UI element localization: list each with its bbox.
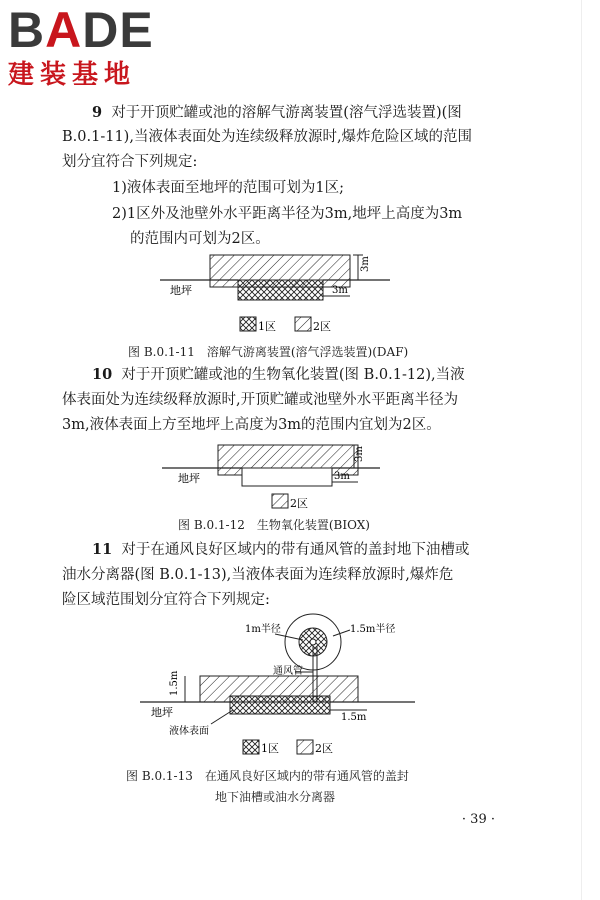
section-9-item-2-line-1: 2)1区外及池壁外水平距离半径为3m,地坪上高度为3m (112, 206, 463, 222)
figure-13-caption-line-2: 地下油槽或油水分离器 (215, 790, 336, 804)
fig13-width-label: 1.5m (341, 712, 367, 723)
fig12-ground-label: 地坪 (178, 472, 200, 485)
section-10-line-1 (92, 362, 512, 388)
fig11-width-label: 3m (332, 285, 348, 296)
logo-letter-b: B (8, 2, 46, 58)
fig12-legend-zone2-swatch (272, 494, 288, 508)
fig11-zone1-area (238, 280, 323, 300)
page-number: · 39 · (461, 812, 495, 827)
fig13-height-label: 1.5m (169, 670, 180, 696)
section-11-line-3: 险区域范围划分宜符合下列规定: (62, 592, 270, 608)
fig13-legend-zone2-label: 2区 (315, 742, 333, 755)
logo-letter-a: A (45, 2, 83, 58)
section-11-number: 11 (92, 541, 113, 558)
section-9-line-1 (92, 100, 512, 126)
fig12-width-label: 3m (334, 471, 350, 482)
section-11-text-1: 对于在通风良好区域内的带有通风管的盖封地下油槽或 (121, 542, 470, 558)
page-edge (581, 0, 582, 900)
section-9-text-1: 对于开顶贮罐或池的溶解气游离装置(溶气浮选装置)(图 (111, 105, 462, 121)
section-9-item-1: 1)液体表面至地坪的范围可划为1区; (112, 180, 344, 196)
figure-12-diagram (150, 440, 390, 515)
section-9-item-2-line-2: 的范围内可划为2区。 (130, 231, 270, 247)
logo-letters-de: DE (82, 2, 154, 58)
fig11-legend-zone1-label: 1区 (258, 320, 276, 333)
fig13-vent-label: 通风管 (273, 666, 303, 677)
fig13-ground-label: 地坪 (151, 706, 173, 719)
fig11-legend-zone2-swatch (295, 317, 311, 331)
fig13-liquid-label: 液体表面 (169, 726, 209, 737)
section-9-line-2: B.0.1-11),当液体表面处为连续级释放源时,爆炸危险区域的范围 (62, 129, 473, 145)
fig13-legend-zone1-label: 1区 (261, 742, 279, 755)
fig13-zone1-area (230, 696, 330, 714)
fig12-height-label: 3m (354, 446, 365, 462)
fig11-ground-label: 地坪 (170, 284, 192, 297)
fig12-tank (242, 468, 332, 486)
fig12-legend-zone2-label: 2区 (290, 497, 308, 510)
section-11-line-2: 油水分离器(图 B.0.1-13),当液体表面为连续释放源时,爆炸危 (62, 567, 454, 583)
section-10-line-2: 体表面处为连续级释放源时,开顶贮罐或池壁外水平距离半径为 (62, 392, 459, 408)
fig13-liquid-leader (211, 710, 233, 724)
logo-subtitle: 建装基地 (8, 60, 137, 90)
fig13-legend-zone2-swatch (297, 740, 313, 754)
fig13-vent-pipe-top (310, 639, 316, 645)
figure-11-caption: 图 B.0.1-11 溶解气游离装置(溶气浮选装置)(DAF) (128, 345, 409, 359)
section-9-number: 9 (92, 104, 103, 121)
section-10-line-3: 3m,液体表面上方至地坪上高度为3m的范围内宜划为2区。 (62, 417, 441, 433)
section-9-line-3: 划分宜符合下列规定: (62, 154, 198, 170)
section-10-number: 10 (92, 366, 113, 383)
figure-12-caption: 图 B.0.1-12 生物氧化装置(BIOX) (178, 518, 370, 532)
logo-wordmark (8, 4, 188, 56)
fig13-legend-zone1-swatch (243, 740, 259, 754)
figure-11-diagram (150, 250, 410, 342)
fig13-radius-15m-label: 1.5m半径 (350, 624, 396, 635)
figure-13-diagram (135, 612, 425, 762)
fig11-legend-zone2-label: 2区 (313, 320, 331, 333)
figure-13-caption-line-1: 图 B.0.1-13 在通风良好区域内的带有通风管的盖封 (126, 769, 409, 783)
section-11-line-1 (92, 537, 512, 563)
fig11-legend-zone1-swatch (240, 317, 256, 331)
fig13-radius-1m-label: 1m半径 (245, 624, 281, 635)
section-10-text-1: 对于开顶贮罐或池的生物氧化装置(图 B.0.1-12),当液 (121, 367, 465, 383)
fig11-height-label: 3m (360, 256, 371, 272)
brand-logo (8, 4, 188, 94)
